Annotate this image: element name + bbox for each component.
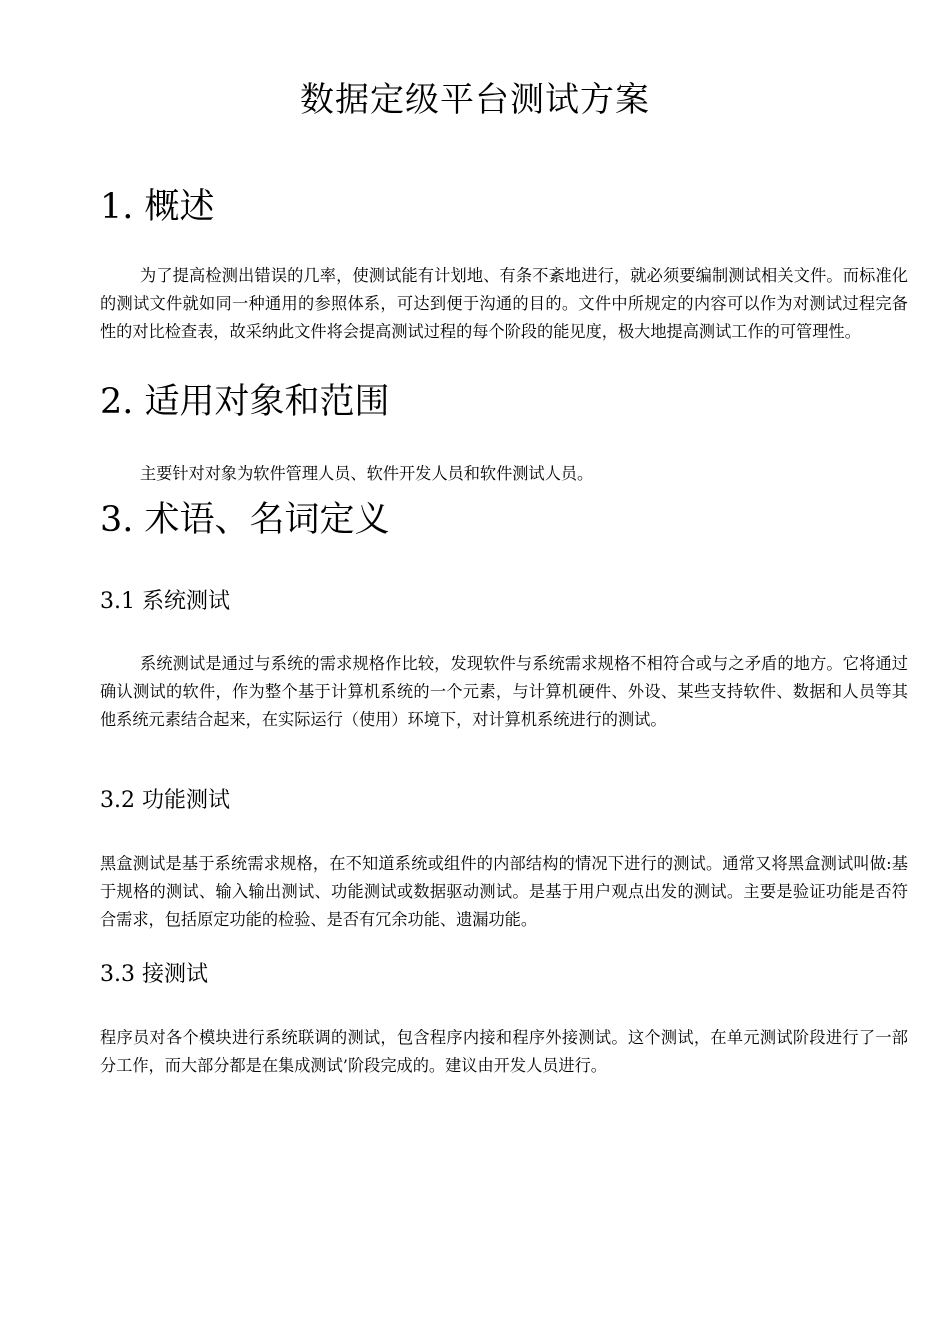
subsection-heading-system-test: 3.1 系统测试 [100,589,230,614]
section-heading-terms: 3. 术语、名词定义 [100,500,390,540]
subsection-paragraph-system-test: 系统测试是通过与系统的需求规格作比较，发现软件与系统需求规格不相符合或与之矛盾的地方。它将通过确认测试的软件，作为整个基于计算机系统的一个元素，与计算机硬件、外设、某些支持软件、数据和人员等其他系统元素结合起来，在实际运行（使用）环境下，对计算机系统进行的测试。 [100,654,908,729]
document-title: 数据定级平台测试方案 [300,80,650,120]
section-heading-scope: 2. 适用对象和范围 [100,382,390,422]
section-heading-overview: 1. 概述 [100,187,215,227]
subsection-heading-function-test: 3.2 功能测试 [100,788,230,813]
subsection-paragraph-interface-test: 程序员对各个模块进行系统联调的测试，包含程序内接和程序外接测试。这个测试，在单元测试阶段进行了一部分工作，而大部分都是在集成测试’阶段完成的。建议由开发人员进行。 [100,1028,908,1075]
section-paragraph-overview: 为了提高检测出错误的几率，使测试能有计划地、有条不紊地进行，就必须要编制测试相关文件。而标准化的测试文件就如同一种通用的参照体系，可达到便于沟通的目的。文件中所规定的内容可以作为对测试过程完备性的对比检查表，故采纳此文件将会提高测试过程的每个阶段的能见度，极大地提高测试工作的可管理性。 [100,266,908,341]
subsection-paragraph-function-test: 黑盒测试是基于系统需求规格，在不知道系统或组件的内部结构的情况下进行的测试。通常又将黑盒测试叫做:基于规格的测试、输入输出测试、功能测试或数据驱动测试。是基于用户观点出发的测试。主要是验证功能是否符合需求，包括原定功能的检验、是否有冗余功能、遗漏功能。 [100,854,908,929]
section-paragraph-scope: 主要针对对象为软件管理人员、软件开发人员和软件测试人员。 [140,464,594,483]
subsection-heading-interface-test: 3.3 接测试 [100,962,208,987]
